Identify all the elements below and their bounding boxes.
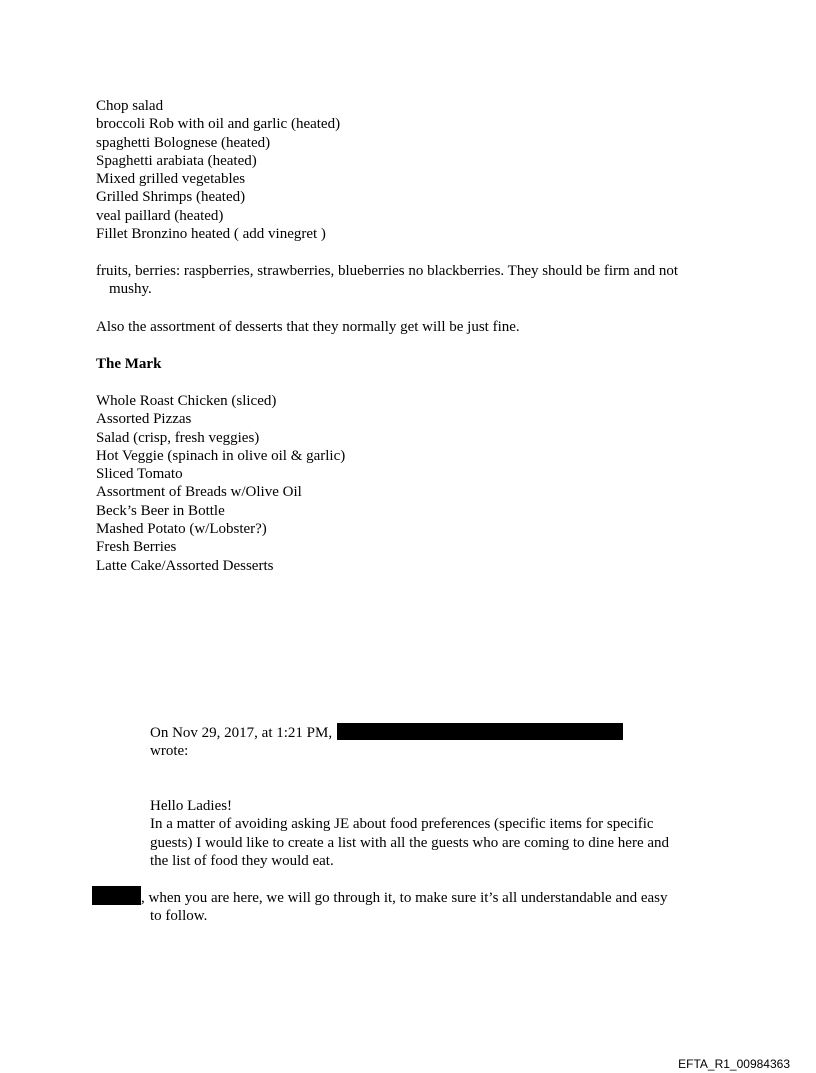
menu-item: Latte Cake/Assorted Desserts	[96, 557, 274, 574]
menu-item: Fresh Berries	[96, 539, 177, 556]
menu-two	[96, 392, 736, 575]
menu-item: veal paillard (heated)	[96, 207, 224, 224]
email-greeting: Hello Ladies!	[150, 798, 233, 814]
menu-item: Grilled Shrimps (heated)	[96, 189, 246, 206]
menu-item: Chop salad	[96, 98, 164, 114]
desserts-note	[96, 318, 736, 336]
menu-item: Sliced Tomato	[96, 466, 183, 483]
redaction-bar	[92, 886, 141, 905]
email-body-text: In a matter of avoiding asking JE about food preferences (specific items for specific guests) I would like to create a list with all the guests who are coming to dine here and the list of food they would eat.	[150, 816, 670, 869]
menu-item: Fillet Bronzino heated ( add vinegret )	[96, 226, 326, 243]
email-header-prefix: On Nov 29, 2017, at 1:21 PM,	[150, 725, 333, 741]
menu-item: spaghetti Bolognese (heated)	[96, 134, 271, 151]
menu-item: Mashed Potato (w/Lobster?)	[96, 521, 267, 538]
email-followup	[141, 889, 681, 926]
email-followup-text: , when you are here, we will go through it, to make sure it’s all understandable and easy to follow.	[141, 890, 668, 925]
email-header-line	[150, 723, 690, 742]
section-heading: The Mark	[96, 356, 162, 372]
document-id: EFTA_R1_00984363	[678, 1057, 790, 1071]
menu-item: Hot Veggie (spinach in olive oil & garlic)	[96, 447, 346, 464]
menu-two-heading-block	[96, 355, 736, 373]
menu-item: broccoli Rob with oil and garlic (heated)	[96, 116, 341, 133]
fruits-note	[96, 262, 721, 299]
menu-item: Mixed grilled vegetables	[96, 171, 246, 188]
menu-item: Beck’s Beer in Bottle	[96, 502, 225, 519]
redaction-bar	[337, 723, 623, 740]
menu-item: Assorted Pizzas	[96, 411, 192, 428]
menu-item: Whole Roast Chicken (sliced)	[96, 393, 277, 409]
menu-item: Salad (crisp, fresh veggies)	[96, 429, 260, 446]
menu-item: Spaghetti arabiata (heated)	[96, 152, 257, 169]
fruits-note-text: fruits, berries: raspberries, strawberries, blueberries no blackberries. They should be firm and not mushy.	[96, 263, 679, 298]
email-body	[150, 797, 690, 870]
email-header	[150, 723, 690, 761]
desserts-note-text: Also the assortment of desserts that they normally get will be just fine.	[96, 319, 520, 335]
email-header-suffix: wrote:	[150, 743, 189, 760]
menu-one	[96, 97, 736, 243]
menu-item: Assortment of Breads w/Olive Oil	[96, 484, 302, 501]
